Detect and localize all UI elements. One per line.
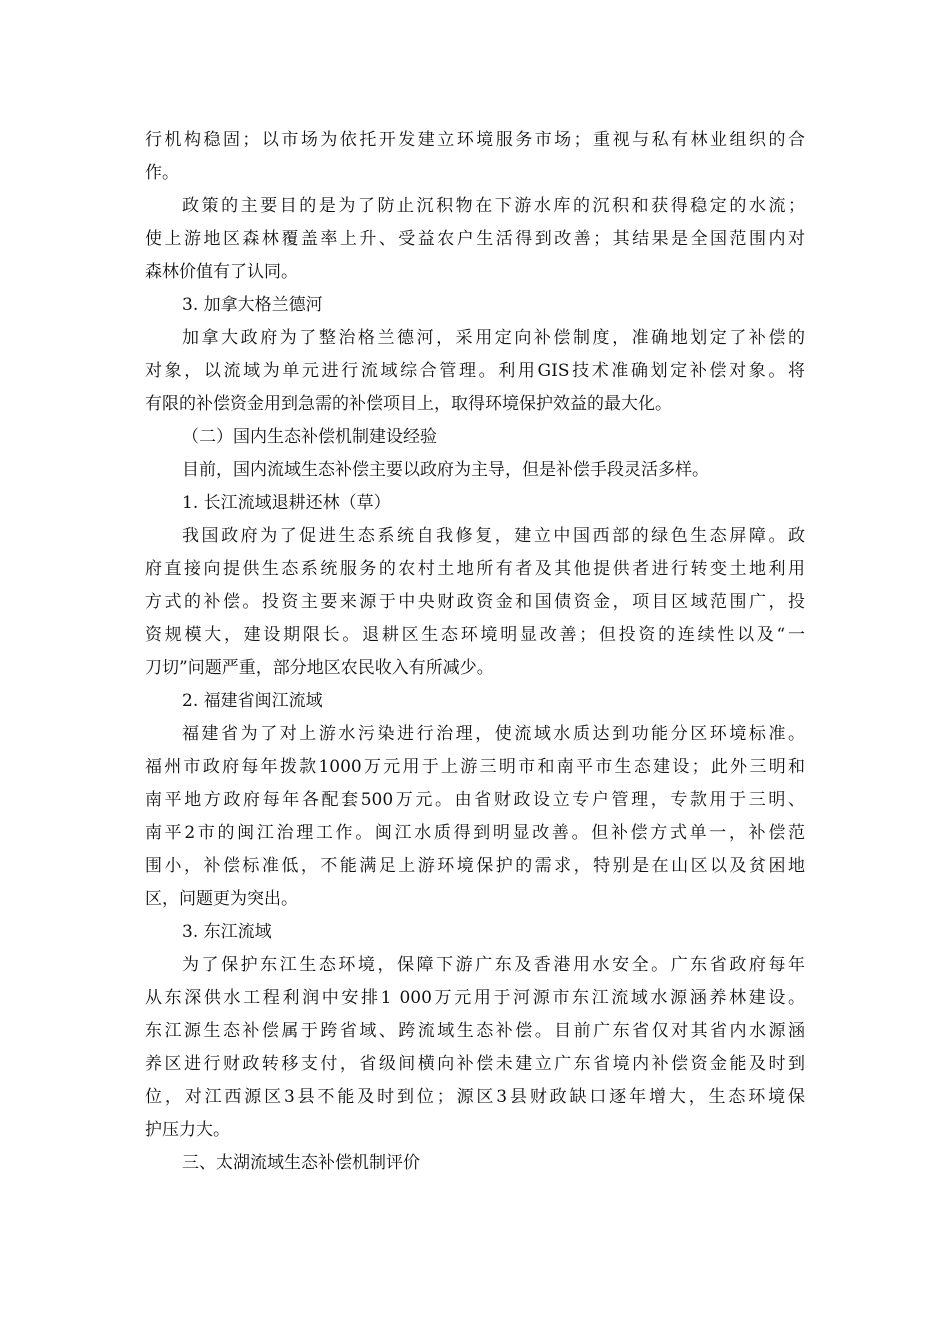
paragraph-line: 我国政府为了促进生态系统自我修复，建立中国西部的绿色生态屏障。政 [182, 526, 805, 546]
section-heading: 1. 长江流域退耕还林（草） [182, 493, 391, 513]
paragraph-line: 作。 [145, 163, 179, 183]
paragraph-line: 南平地方政府每年各配套500万元。由省财政设立专户管理，专款用于三明、 [145, 790, 805, 810]
section-heading: 3. 加拿大格兰德河 [182, 295, 323, 315]
paragraph-line: 资规模大，建设期限长。退耕区生态环境明显改善；但投资的连续性以及“一 [145, 625, 805, 645]
paragraph-line: 府直接向提供生态系统服务的农村土地所有者及其他提供者进行转变土地利用 [145, 559, 805, 579]
paragraph-line: 有限的补偿资金用到急需的补偿项目上，取得环境保护效益的最大化。 [145, 394, 672, 414]
paragraph-line: 南平2市的闽江治理工作。闽江水质得到明显改善。但补偿方式单一，补偿范 [145, 823, 805, 843]
paragraph-line: 从东深供水工程利润中安排1 000万元用于河源市东江流域水源涵养林建设。 [145, 988, 805, 1008]
paragraph-line: 养区进行财政转移支付，省级间横向补偿未建立广东省境内补偿资金能及时到 [145, 1054, 805, 1074]
paragraph-line: 对象，以流域为单元进行流域综合管理。利用GIS技术准确划定补偿对象。将 [145, 361, 805, 381]
paragraph-line: 护压力大。 [145, 1120, 230, 1140]
paragraph-line: 福建省为了对上游水污染进行治理，使流域水质达到功能分区环境标准。 [182, 724, 805, 744]
paragraph-line: 目前，国内流域生态补偿主要以政府为主导，但是补偿手段灵活多样。 [182, 460, 709, 480]
section-heading: 2. 福建省闽江流域 [182, 691, 323, 711]
paragraph-line: 刀切”问题严重，部分地区农民收入有所减少。 [145, 658, 494, 678]
paragraph-line: 方式的补偿。投资主要来源于中央财政资金和国债资金，项目区域范围广，投 [145, 592, 805, 612]
section-heading: 3. 东江流域 [182, 922, 272, 942]
paragraph-line: 位，对江西源区3县不能及时到位；源区3县财政缺口逐年增大，生态环境保 [145, 1087, 805, 1107]
paragraph-line: 行机构稳固；以市场为依托开发建立环境服务市场；重视与私有林业组织的合 [145, 130, 805, 150]
paragraph-line: 区，问题更为突出。 [145, 889, 298, 909]
chapter-heading: 三、太湖流域生态补偿机制评价 [182, 1153, 420, 1173]
paragraph-line: 使上游地区森林覆盖率上升、受益农户生活得到改善；其结果是全国范围内对 [145, 229, 805, 249]
section-heading: （二）国内生态补偿机制建设经验 [182, 427, 437, 447]
paragraph-line: 东江源生态补偿属于跨省域、跨流域生态补偿。目前广东省仅对其省内水源涵 [145, 1021, 805, 1041]
paragraph-line: 为了保护东江生态环境，保障下游广东及香港用水安全。广东省政府每年 [182, 955, 805, 975]
document-body [145, 124, 805, 1180]
paragraph-line: 政策的主要目的是为了防止沉积物在下游水库的沉积和获得稳定的水流； [182, 196, 805, 216]
paragraph-line: 加拿大政府为了整治格兰德河，采用定向补偿制度，准确地划定了补偿的 [182, 328, 805, 348]
paragraph-line: 森林价值有了认同。 [145, 262, 298, 282]
paragraph-line: 围小，补偿标准低，不能满足上游环境保护的需求，特别是在山区以及贫困地 [145, 856, 805, 876]
paragraph-line: 福州市政府每年拨款1000万元用于上游三明市和南平市生态建设；此外三明和 [145, 757, 805, 777]
